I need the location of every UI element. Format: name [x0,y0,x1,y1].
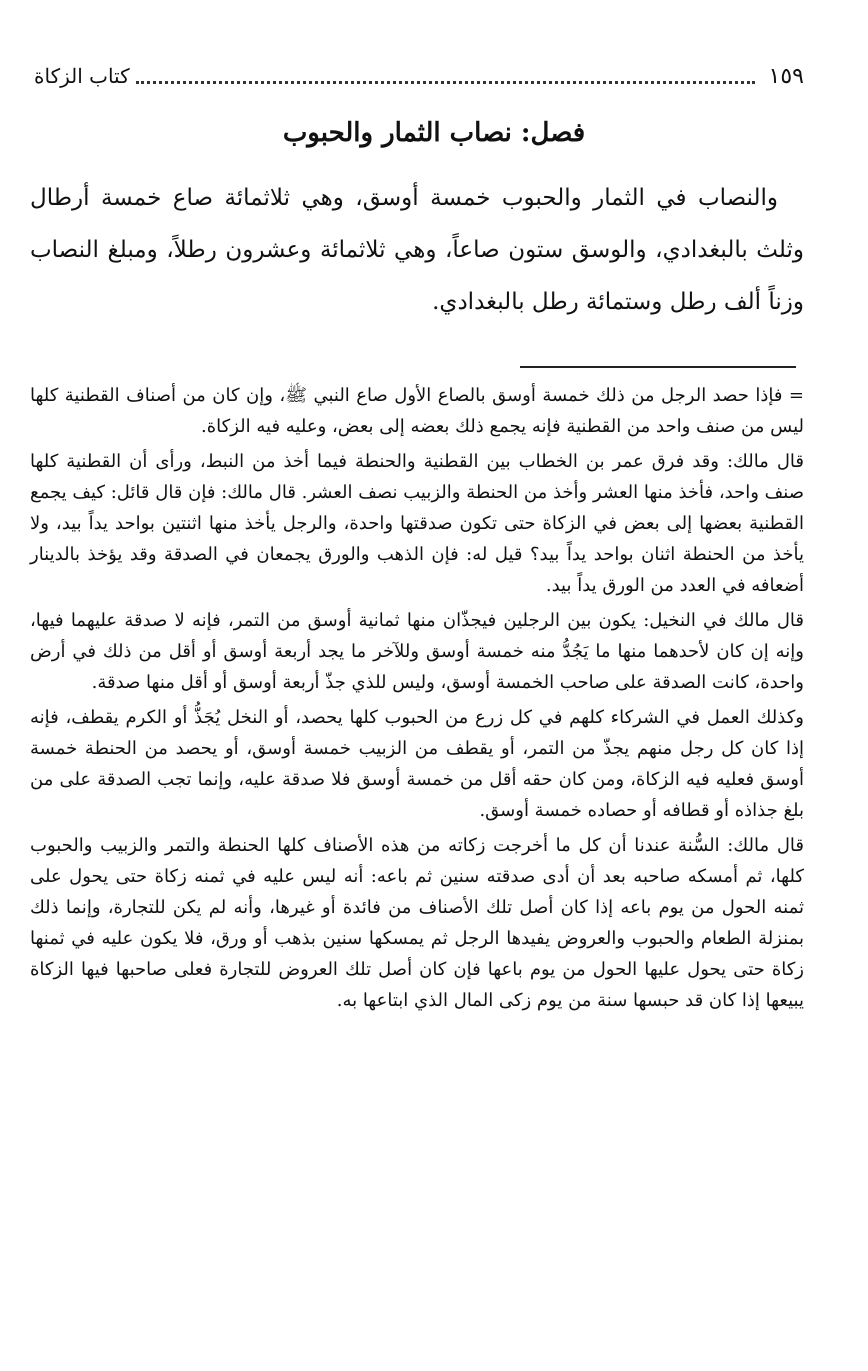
footnote-paragraph: = فإذا حصد الرجل من ذلك خمسة أوسق بالصاع الأول صاع النبي ﷺ، وإن كان من أصناف القطنية كلها ليس من صنف واحد من القطنية فإنه يجمع ذلك بعضه إلى بعض، وعليه فيه الزكاة. [30,385,804,437]
section-heading: فصل: نصاب الثمار والحبوب [282,118,586,148]
footnotes [30,380,804,1020]
footnote-paragraph: قال مالك في النخيل: يكون بين الرجلين فيجذّان منها ثمانية أوسق من التمر، فإنه لا صدقة عليهما فيها، وإنه إن كان لأحدهما منها ما يَجُدُّ منه خمسة أوسق وللآخر ما يجد أربعة أوسق أو أقل من ذلك في أرض واحدة، كانت الصدقة على صاحب الخمسة أوسق، وليس للذي جذّ أربعة أوسق أو أقل منها صدقة. [30,610,804,693]
main-text [30,172,804,328]
running-header [34,60,804,92]
footnote-paragraph: وكذلك العمل في الشركاء كلهم في كل زرع من الحبوب كلها يحصد، أو النخل يُجَذُّ أو الكرم يقطف، فإنه إذا كان كل رجل منهم يجذّ من التمر، أو يقطف من الزبيب خمسة أوسق، أو يحصد من الحنطة خمسة أوسق فعليه فيه الزكاة، ومن كان حقه أقل من خمسة أوسق فلا صدقة عليه، وإنما تجب الصدقة على من بلغ جذاذه أو قطافه أو حصاده خمسة أوسق. [30,707,804,821]
main-paragraph: والنصاب في الثمار والحبوب خمسة أوسق، وهي ثلاثمائة صاع خمسة أرطال وثلث بالبغدادي، والوسق ستون صاعاً، وهي ثلاثمائة وعشرون رطلاً، ومبلغ النصاب وزناً ألف رطل وستمائة رطل بالبغدادي. [30,185,804,315]
book-title: كتاب الزكاة [34,64,130,88]
header-dotted-leader [136,69,755,84]
footnote-paragraph: قال مالك: السُّنة عندنا أن كل ما أخرجت زكاته من هذه الأصناف كلها الحنطة والتمر والزبيب والحبوب كلها، ثم أمسكه صاحبه بعد أن أدى صدقته سنين ثم باعه: أنه ليس عليه في ثمنه زكاة حتى يحول على ثمنه الحول من يوم باعه إذا كان أصل تلك الأصناف من فائدة أو غيرها، وأنه لم يكن للتجارة، وإنما ذلك بمنزلة الطعام والحبوب والعروض يفيدها الرجل ثم يمسكها سنين بذهب أو ورق، فلا يكون عليه في ثمنها زكاة حتى يحول عليها الحول من يوم باعها فإن كان أصل تلك العروض للتجارة فعلى صاحبها فيها الزكاة يبيعها إذا كان قد حبسها سنة من يوم زكى المال الذي ابتاعها به. [30,835,804,1011]
footnote-paragraph: قال مالك: وقد فرق عمر بن الخطاب بين القطنية والحنطة فيما أخذ من النبط، ورأى أن القطنية كلها صنف واحد، فأخذ منها العشر وأخذ من الحنطة والزبيب نصف العشر. قال مالك: فإن قال قائل: كيف يجمع القطنية بعضها إلى بعض في الزكاة حتى تكون صدقتها واحدة، والرجل يأخذ منها اثنتين بواحد يداً بيد، ولا يأخذ من الحنطة اثنان بواحد يداً بيد؟ قيل له: فإن الذهب والورق يجمعان في الصدقة وقد يؤخذ بالدينار أضعافه في العدد من الورق يداً بيد. [30,451,804,596]
footnote-separator [520,366,796,368]
page-number: ١٥٩ [768,63,804,89]
